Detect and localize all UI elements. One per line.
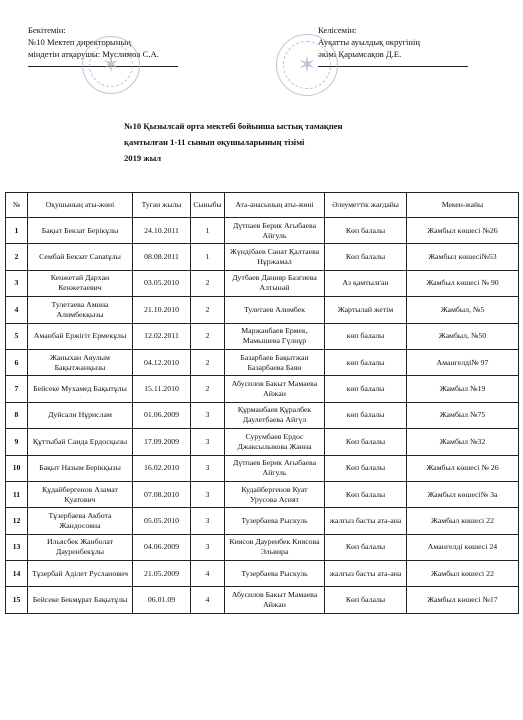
address-cell: Жамбыл көшесі №26 [407,218,519,244]
student-name-cell: Жаныхан Аяулым Бақытжанқызы [28,349,133,375]
row-number-cell: 13 [6,534,28,560]
address-cell: Жамбыл, №50 [407,323,519,349]
official-seal-left: ✶ [82,36,140,94]
row-number-cell: 12 [6,508,28,534]
grade-cell: 2 [191,376,225,402]
parents-names-cell: Тузербаева Рыскуль [225,561,325,587]
social-status-cell: Көп балалы [325,587,407,613]
grade-cell: 3 [191,481,225,507]
row-number-cell: 7 [6,376,28,402]
grade-cell: 1 [191,244,225,270]
address-cell: Жамбыл №19 [407,376,519,402]
row-number-cell: 10 [6,455,28,481]
students-table [5,192,519,614]
parents-names-cell: Тулетаев Алимбек [225,297,325,323]
row-number-cell: 6 [6,349,28,375]
address-cell: Жамбыл көшесі№53 [407,244,519,270]
approval-left-signatory: міндетін атқарушы: Муслимов С.А. [28,49,159,59]
student-name-cell: Бақыт Назым Берікқызы [28,455,133,481]
table-row [6,402,519,428]
grade-cell: 3 [191,534,225,560]
student-name-cell: Бейсеке Мухамед Бақытұлы [28,376,133,402]
address-cell: Жамбыл көшесі №17 [407,587,519,613]
table-row [6,534,519,560]
birth-date-cell: 08.08.2011 [133,244,191,270]
address-cell: Жамбыл №32 [407,429,519,455]
student-name-cell: Тулетаева Амина Алимбекқызы [28,297,133,323]
row-number-cell: 4 [6,297,28,323]
student-name-cell: Дуйсали Нұрислам [28,402,133,428]
row-number-cell: 1 [6,218,28,244]
address-cell: Жамбыл көшесі № 26 [407,455,519,481]
birth-date-cell: 05.05.2010 [133,508,191,534]
social-status-cell: көп балалы [325,402,407,428]
approval-left-heading: Бекітемін: [28,25,66,35]
address-cell: Жамбыл, №5 [407,297,519,323]
row-number-cell: 9 [6,429,28,455]
grade-cell: 4 [191,561,225,587]
table-row [6,244,519,270]
social-status-cell: Көп балалы [325,244,407,270]
document-title [124,118,343,166]
social-status-cell: Көп балалы [325,481,407,507]
parents-names-cell: Дүтпаев Берик Ағыбаева Айгуль [225,218,325,244]
parents-names-cell: Дутбаев Данияр Базгиева Алтынай [225,270,325,296]
social-status-cell: жалғыз басты ата-ана [325,508,407,534]
grade-cell: 1 [191,218,225,244]
table-row [6,349,519,375]
birth-date-cell: 04.12.2010 [133,349,191,375]
student-name-cell: Тұзербаева Акбота Жандосовна [28,508,133,534]
social-status-cell: Көп балалы [325,429,407,455]
header-social-status: Әлеуметтік жағдайы [325,193,407,218]
official-seal-right: ✶ [276,34,338,96]
table-row [6,587,519,613]
birth-date-cell: 16.02.2010 [133,455,191,481]
social-status-cell: Көп балалы [325,218,407,244]
grade-cell: 2 [191,270,225,296]
student-name-cell: Бақыт Бекзат Берікұлы [28,218,133,244]
student-name-cell: Сембай Бекзат Сanatұлы [28,244,133,270]
address-cell: Жамбыл көшесі № 90 [407,270,519,296]
signature-line-right [318,66,468,67]
birth-date-cell: 15.11.2010 [133,376,191,402]
parents-names-cell: Маржанбаев Ермек, Мамышева Гүлнұр [225,323,325,349]
grade-cell: 2 [191,349,225,375]
birth-date-cell: 12.02.2011 [133,323,191,349]
parents-names-cell: Құрманбаев Құралбек Даулетбаева Айгүл [225,402,325,428]
student-name-cell: Ильясбек Жанболат Дауренбекұлы [28,534,133,560]
row-number-cell: 15 [6,587,28,613]
approval-right-position: Ауқатты ауылдық округінің [318,37,420,47]
row-number-cell: 8 [6,402,28,428]
student-name-cell: Бейсеке Бекмұрат Бақытұлы [28,587,133,613]
grade-cell: 2 [191,297,225,323]
header-num: № [6,193,28,218]
grade-cell: 3 [191,455,225,481]
address-cell: Жамбыл көшесі№ 3а [407,481,519,507]
student-name-cell: Аманбай Ержігіт Ермекұлы [28,323,133,349]
birth-date-cell: 21.10.2010 [133,297,191,323]
social-status-cell: жалғыз басты ата-ана [325,561,407,587]
table-row [6,508,519,534]
table-row [6,323,519,349]
birth-date-cell: 21.05.2009 [133,561,191,587]
table-row [6,481,519,507]
table-row [6,429,519,455]
table-row [6,218,519,244]
parents-names-cell: Дүтпаев Берик Ағыбаева Айгуль [225,455,325,481]
approval-right-heading: Келісемін: [318,25,357,35]
parents-names-cell: Сурумбаев Ердос Джаксылыкова Жанна [225,429,325,455]
grade-cell: 3 [191,402,225,428]
table-row [6,297,519,323]
birth-date-cell: 07.08.2010 [133,481,191,507]
social-status-cell: Көп балалы [325,455,407,481]
parents-names-cell: Абусилов Бакыт Мамаева Айжан [225,376,325,402]
parents-names-cell: Кудайбергенов Куат Урусова Асият [225,481,325,507]
grade-cell: 3 [191,429,225,455]
parents-names-cell: Киясов Дауренбек Киясова Эльвира [225,534,325,560]
grade-cell: 4 [191,587,225,613]
social-status-cell: Жартылай жетім [325,297,407,323]
parents-names-cell: Абусилов Бакыт Мамаева Айжан [225,587,325,613]
address-cell: Жамбыл №75 [407,402,519,428]
parents-names-cell: Жүндібаев Санат Қалтаева Нұржамал [225,244,325,270]
approval-right-signatory: әкімі Қарымсақов Д.Е. [318,49,402,59]
table-row [6,455,519,481]
header-student-name: Оқушының аты-жөні [28,193,133,218]
address-cell: Амангелді көшесі 24 [407,534,519,560]
grade-cell: 3 [191,508,225,534]
table-row [6,376,519,402]
birth-date-cell: 04.06.2009 [133,534,191,560]
grade-cell: 2 [191,323,225,349]
row-number-cell: 5 [6,323,28,349]
table-row [6,270,519,296]
student-name-cell: Құттыбай Саида Ердосқызы [28,429,133,455]
address-cell: Жамбыл көшесі 22 [407,561,519,587]
birth-date-cell: 24.10.2011 [133,218,191,244]
address-cell: Жамбыл көшесі 22 [407,508,519,534]
birth-date-cell: 06.01.09 [133,587,191,613]
parents-names-cell: Базарбаев Бақытжан Базарбаева Баян [225,349,325,375]
birth-date-cell: 01.06.2009 [133,402,191,428]
title-line-1: №10 Қызылсай орта мектебі бойынша ыстық тамақпен [124,121,343,131]
student-name-cell: Тұзербай Аділет Русланович [28,561,133,587]
address-cell: Амангелді№ 97 [407,349,519,375]
social-status-cell: көп балалы [325,349,407,375]
header-grade: Сыныбы [191,193,225,218]
header-parents: Ата-анасының аты-жөні [225,193,325,218]
social-status-cell: Аз қамтылған [325,270,407,296]
table-header-row [6,193,519,218]
birth-date-cell: 17.09.2009 [133,429,191,455]
table-row [6,561,519,587]
student-name-cell: Құдайбергенов Азамат Қуатович [28,481,133,507]
social-status-cell: көп балалы [325,323,407,349]
approval-left-position: №10 Мектеп директорының [28,37,131,47]
header-birth-date: Туған жылы [133,193,191,218]
student-name-cell: Кенжетай Дархан Кенжетаевич [28,270,133,296]
header-address: Мекен-жайы [407,193,519,218]
birth-date-cell: 03.05.2010 [133,270,191,296]
social-status-cell: көп балалы [325,376,407,402]
title-year: 2019 жыл [124,153,162,163]
parents-names-cell: Тузербаева Рыскуль [225,508,325,534]
row-number-cell: 11 [6,481,28,507]
row-number-cell: 14 [6,561,28,587]
row-number-cell: 3 [6,270,28,296]
social-status-cell: Көп балалы [325,534,407,560]
title-line-2: қамтылған 1-11 сынып оқушыларының тізімі [124,137,305,147]
row-number-cell: 2 [6,244,28,270]
